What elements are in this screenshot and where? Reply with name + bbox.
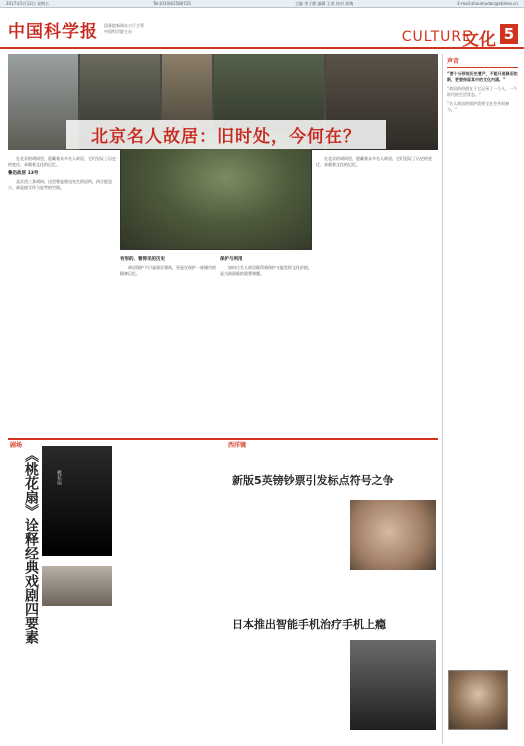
feature-column-3 <box>220 254 312 434</box>
voices-sidebar <box>442 54 518 744</box>
sidebar-title: 声音 <box>447 54 518 68</box>
theater-vertical-title: 《桃花扇》诠释经典戏剧四要素 <box>23 448 39 644</box>
issue-date: 2017年5月12日 星期五 <box>6 1 50 6</box>
theater-label: 剧场 <box>10 442 23 449</box>
info-line-2: 中国科学院主办 <box>104 29 132 34</box>
sidebar-quote: “名人故居的保护需要全社会共同参与。” <box>447 101 510 112</box>
feature-column-1 <box>8 156 116 434</box>
banknote-headline: 新版5英镑钞票引发标点符号之争 <box>232 474 394 487</box>
book-cover-title: 桃花扇 <box>56 470 62 485</box>
section-name-cn: 文化 <box>462 30 496 50</box>
feature-column-2 <box>120 254 216 434</box>
global-label: 西洋镜 <box>228 442 247 449</box>
sidebar-quote: “故居的价值在于它记录了一个人、一个时代的生活状态。” <box>447 86 518 97</box>
theater-photo <box>42 566 112 606</box>
sidebar-quote: “要十分珍视历史遗产，不能只是修旧如新，更要保留其中的文化内涵。” <box>447 71 518 82</box>
feature-subhead: 有形的、看得见的历史 <box>120 257 165 262</box>
newspaper-logo: 中国科学报 <box>8 22 98 42</box>
feature-headline: 北京名人故居：旧时处，今何在？ <box>66 120 386 149</box>
top-info-bar <box>0 0 524 8</box>
banknote-photo <box>350 500 436 570</box>
masthead <box>0 9 524 49</box>
phone-number: Tel:(010)62580725 <box>153 1 191 6</box>
feature-paragraph: 在北京的胡同里，隐藏着众多名人故居，它们见证了历史的变迁，承载着文化的记忆。 <box>8 156 116 167</box>
book-cover-image <box>42 446 112 556</box>
feature-paragraph: 在北京的胡同里，隐藏着众多名人故居，它们见证了历史的变迁，承载着文化的记忆。 <box>316 156 432 167</box>
masthead-info <box>104 23 144 35</box>
section-name-en: CULTURE <box>401 29 472 45</box>
feature-column-4 <box>316 156 436 434</box>
feature-paragraph: 故居保护不只是保存建筑，更是在保护一座城市的精神记忆。 <box>120 265 216 276</box>
feature-subhead: 鲁迅故居 13号 <box>8 171 39 176</box>
feature-paragraph: 北京西三条胡同，这里曾是鲁迅先生的居所，四合院虽小，却是他写作与思考的空间。 <box>8 179 112 190</box>
author-portrait <box>448 670 508 730</box>
smartphone-photo <box>350 640 436 730</box>
info-line-1: 国务院新闻办公厅主管 <box>104 23 144 28</box>
feature-subhead: 保护与利用 <box>220 257 243 262</box>
phone-addiction-headline: 日本推出智能手机治疗手机上瘾 <box>232 618 386 631</box>
contact-email: E-mail:shoumudan@stimes.cn <box>457 1 518 6</box>
feature-paragraph: 如何让名人故居既得到保护又能发挥文化价值，是当前面临的重要课题。 <box>220 265 312 276</box>
editor-credits: 主编 李子健 编辑 王岚 校对 郭梅 <box>294 1 354 6</box>
page-number: 5 <box>500 24 518 44</box>
